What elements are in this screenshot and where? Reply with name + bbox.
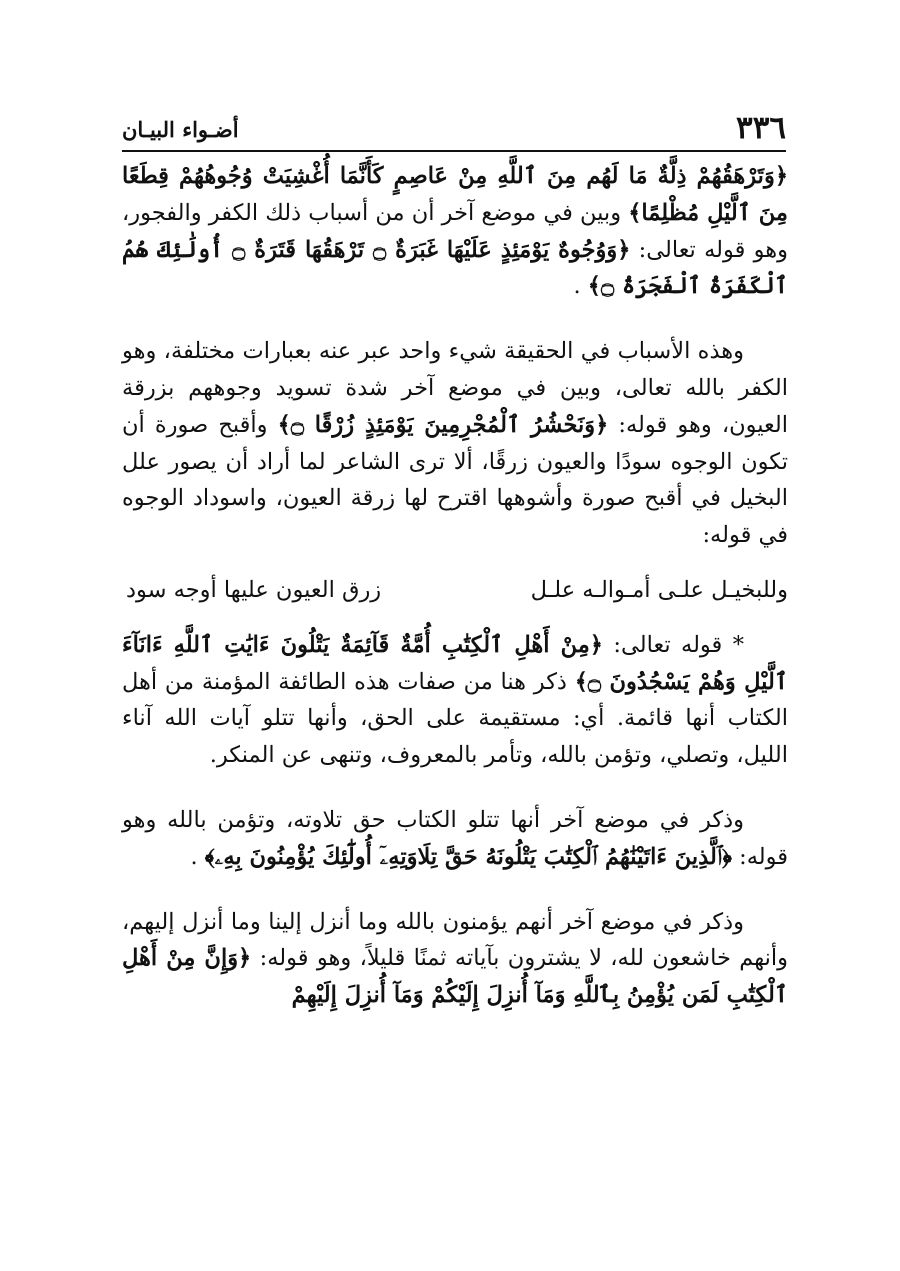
quran-verse: ﴿مِنْ أَهْلِ ٱلْكِتَٰبِ أُمَّةٌ قَآئِمَةٌ يَتْلُونَ ءَايَٰتِ ٱللَّهِ ءَانَآءَ ٱلَّيْلِ وَهُمْ يَسْجُدُونَ ۝﴾ (122, 631, 788, 695)
quran-verse: ﴿وَنَحْشُرُ ٱلْمُجْرِمِينَ يَوْمَئِذٍ زُرْقًا ۝﴾ (277, 411, 609, 438)
paragraph-text: ذكر هنا من صفات هذه الطائفة المؤمنة من أهل الكتاب أنها قائمة. أي: مستقيمة على الحق، وأنها تتلو آيات الله آناء الليل، وتصلي، وتؤمن بالله، وتأمر بالمعروف، وتنهى عن المنكر. (122, 668, 788, 769)
page-number: ٣٣٦ (736, 110, 786, 146)
paragraph-text: وبين في موضع آخر أن من أسباب ذلك الكفر والفجور، وهو قوله تعالى: (122, 199, 788, 263)
quran-verse: ﴿وَتَرْهَقُهُمْ ذِلَّةٌ مَا لَهُم مِنَ ٱللَّهِ مِنْ عَاصِمٍ كَأَنَّمَا أُغْشِيَتْ وُجُوهُهُمْ قِطَعًا مِنَ ٱلَّيْلِ مُظْلِمًا﴾ (122, 163, 788, 226)
verse-second-hemistich: زرق العيون عليها أوجه سود (126, 576, 382, 603)
paragraph-text: * قوله تعالى: (602, 631, 744, 658)
paragraph-2 (122, 333, 788, 554)
quran-verse: ﴿وَإِنَّ مِنْ أَهْلِ ٱلْكِتَٰبِ لَمَن يُؤْمِنُ بِٱللَّهِ وَمَآ أُنزِلَ إِلَيْكُمْ وَمَآ أُنزِلَ إِلَيْهِمْ (122, 945, 788, 1009)
paragraph-5 (122, 904, 788, 1014)
page-header (122, 108, 786, 150)
paragraph-text: وأقبح صورة أن تكون الوجوه سودًا والعيون زرقًا، ألا ترى الشاعر لما أراد أن يصور علل البخيل في أقبح صورة وأشوهها اقترح لها زرقة العيون، واسوداد الوجوه في قوله: (122, 411, 788, 549)
page-body (122, 158, 788, 1014)
paragraph-4 (122, 802, 788, 876)
quran-verse: ﴿وَوُجُوهٌ يَوْمَئِذٍ عَلَيْهَا غَبَرَةٌ ۝ تَرْهَقُهَا قَتَرَةٌ ۝ أُولَٰئِكَ هُمُ ٱلْكَفَرَةُ ٱلْفَجَرَةُ ۝﴾ (122, 236, 788, 300)
paragraph-3 (122, 627, 788, 774)
book-title: أضـواء البيـان (122, 117, 239, 142)
paragraph-text: وذكر في موضع آخر أنهم يؤمنون بالله وما أنزل إلينا وما أنزل إليهم، وأنهم خاشعون لله، لا يشترون بآياته ثمنًا قليلاً، وهو قوله: (122, 908, 788, 972)
paragraph-1 (122, 158, 788, 305)
paragraph-text: وذكر في موضع آخر أنها تتلو الكتاب حق تلاوته، وتؤمن بالله وهو قوله: (122, 806, 788, 870)
paragraph-text: . (190, 843, 198, 870)
paragraph-text: . (573, 273, 581, 300)
quran-verse: ﴿ٱلَّذِينَ ءَاتَيْنَٰهُمُ ٱلْكِتَٰبَ يَتْلُونَهُ حَقَّ تِلَاوَتِهِۦٓ أُولَٰٓئِكَ يُؤْمِنُونَ بِهِۦ﴾ (204, 843, 732, 870)
paragraph-text: وهذه الأسباب في الحقيقة شيء واحد عبر عنه بعبارات مختلفة، وهو الكفر بالله تعالى، وبين في موضع آخر شدة تسويد وجوههم بزرقة العيون، وهو قوله: (122, 338, 788, 438)
poetry-verse (122, 572, 788, 609)
verse-first-hemistich: وللبخيـل علـى أمـوالـه علـل (530, 576, 788, 603)
header-divider (122, 150, 786, 152)
